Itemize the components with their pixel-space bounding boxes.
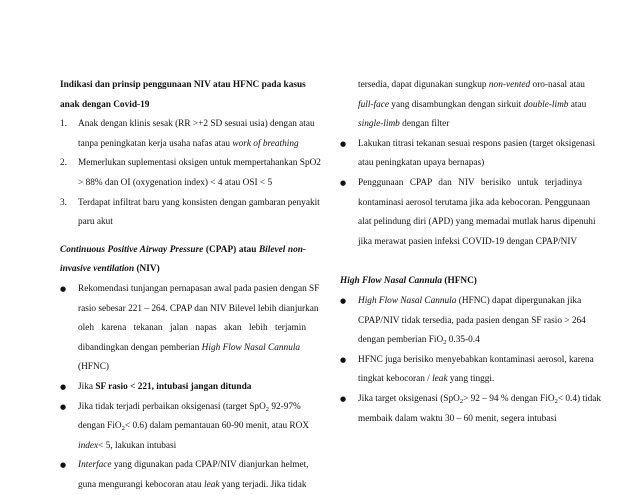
section-heading-indikasi-cont: anak dengan Covid-19 — [60, 99, 150, 110]
bullet-item-rekomendasi: ● Rekomendasi tunjangan pernapasan awal pada pasien dengan SF rasio sebesar 221 – 264. CPAP dan NIV Bilevel lebih dianjurkan oleh karena tekanan jalan napas akan lebih terjamin dibandingkan dengan pemberian High Flow Nasal Cannula (HFNC) — [60, 280, 306, 378]
numbered-item-1: 1. Anak dengan klinis sesak (RR >+2 SD sesuai usia) dengan atau tanpa peningkatan kerja usaha nafas atau work of breathing — [60, 119, 315, 149]
section-heading-hfnc: High Flow Nasal Cannula (HFNC) — [340, 276, 477, 287]
bullet-item-sf-rasio: ● Jika SF rasio < 221, intubasi jangan ditunda — [60, 378, 306, 398]
right-column — [340, 76, 602, 429]
bullet-icon: ● — [340, 139, 347, 148]
bullet-item-perbaikan: ● Jika tidak terjadi perbaikan oksigenasi (target SpO$_2$ 92-97% dengan FiO$_2$< 0.6) dalam pemantauan 60-90 menit, atau ROX index< 5, lakukan intubasi — [60, 398, 306, 457]
bullet-item-interface-cont: tersedia, dapat digunakan sungkup non-vented oro-nasal atau full-face yang disambungkan dengan sirkuit double-limb atau single-limb dengan filter — [358, 80, 587, 130]
bullet-item-hfnc-use: ● High Flow Nasal Cannula (HFNC) dapat dipergunakan jika CPAP/NIV tidak tersedia, pada pasien dengan SF rasio > 264 dengan pemberian FiO$_2$ 0.35-0.4 — [340, 292, 582, 351]
bullet-item-target-oksigenasi: ● Jika target oksigenasi (SpO$_2$> 92 – 94 % dengan FiO$_2$< 0.4) tidak membaik dalam waktu 30 – 60 menit, segera intubasi — [340, 390, 582, 429]
bullet-icon: ● — [60, 461, 67, 470]
bullet-icon: ● — [340, 178, 347, 187]
bullet-icon: ● — [340, 296, 347, 305]
numbered-item-3: 3. Terdapat infiltrat baru yang konsisten dengan gambaran penyakit paru akut — [60, 197, 320, 228]
bullet-icon: ● — [60, 284, 67, 293]
bullet-icon: ● — [340, 355, 347, 364]
bullet-item-risiko-cpap: ● Penggunaan CPAP dan NIV berisiko untuk terjadinya kontaminasi aerosol terutama jika ada kebocoran. Penggunaan alat pelindung diri (APD) yang memadai mutlak harus dipenuhi jika merawat pasien infeksi COVID-19 dengan CPAP/NIV — [340, 174, 582, 252]
bullet-item-interface: ● Interface yang digunakan pada CPAP/NIV dianjurkan helmet, guna mengurangi kebocoran atau leak yang terjadi. Jika tidak — [60, 456, 306, 495]
bullet-icon: ● — [60, 382, 67, 391]
bullet-item-hfnc-risk: ● HFNC juga berisiko menyebabkan kontaminasi aerosol, karena tingkat kebocoran / leak yang tinggi. — [340, 351, 582, 390]
bullet-item-titrasi: ● Lakukan titrasi tekanan sesuai respons pasien (target oksigenasi atau peningkatan upaya bernapas) — [340, 135, 582, 174]
numbered-item-2: 2. Memerlukan suplementasi oksigen untuk mempertahankan SpO2 > 88% dan OI (oxygenation index) < 4 atau OSI < 5 — [60, 158, 321, 188]
section-heading-indikasi: Indikasi dan prinsip penggunaan NIV atau HFNC pada kasus — [60, 80, 306, 90]
bullet-icon: ● — [340, 394, 347, 403]
left-column — [60, 76, 321, 495]
bullet-icon: ● — [60, 402, 67, 411]
section-heading-cpap: Continuous Positive Airway Pressure (CPAP) atau Bilevel non- invasive ventilation (NIV) — [60, 244, 306, 275]
